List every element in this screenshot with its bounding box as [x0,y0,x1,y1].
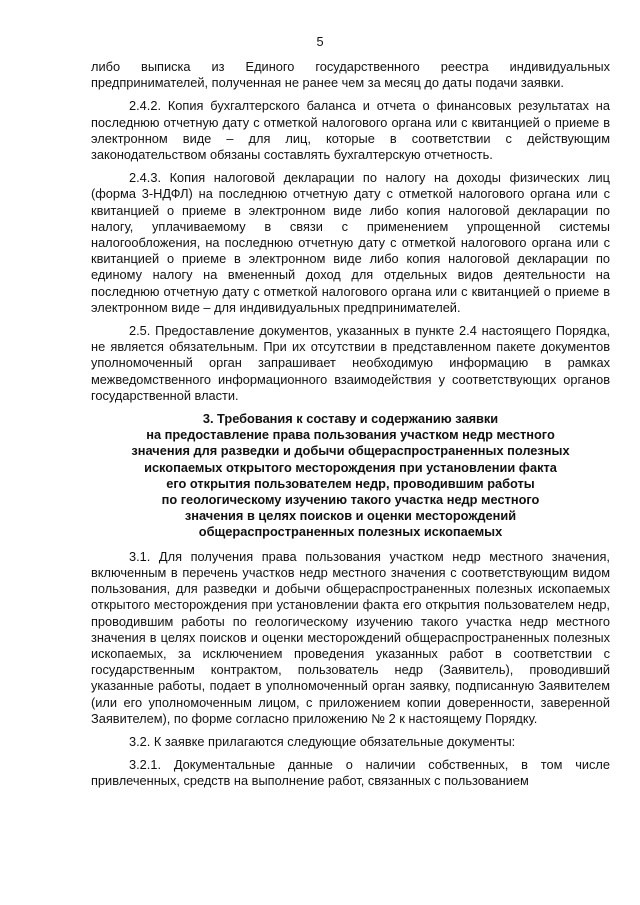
paragraph-3-2-1: 3.2.1. Документальные данные о наличии собственных, в том числе привлеченных, средств на выполнение работ, связанных с пользованием [91,757,610,789]
document-body [91,59,610,797]
paragraph-3-1: 3.1. Для получения права пользования участком недр местного значения, включенным в перечень участков недр местного значения с соответствующим видом пользования, для разведки и добычи общераспространенных полезных ископаемых открытого месторождения при установлении факта его открытия пользователем недр, проводившим работы по геологическому изучению такого участка недр местного значения в целях поисков и оценки месторождений общераспространенных полезных ископаемых, за исключением проведения указанных работ в соответствии с государственным контрактом, пользователь недр (Заявитель), проводивший указанные работы, подает в уполномоченный орган заявку, подписанную Заявителем (или его уполномоченным лицом, с приложением копии доверенности, заверенной Заявителем), по форме согласно приложению № 2 к настоящему Порядку. [91,548,610,726]
paragraph-2-5: 2.5. Предоставление документов, указанных в пункте 2.4 настоящего Порядка, не является обязательным. При их отсутствии в представленном пакете документов уполномоченный орган запрашивает необходимую информацию в рамках межведомственного информационного взаимодействия у соответствующих органов государственной власти. [91,323,610,403]
paragraph-3-2: 3.2. К заявке прилагаются следующие обязательные документы: [129,733,516,749]
heading-line: ископаемых открытого месторождения при установлении факта [144,459,557,475]
heading-line: на предоставление права пользования участком недр местного [146,427,555,443]
heading-line: 3. Требования к составу и содержанию заявки [202,411,499,427]
heading-line: по геологическому изучению такого участка недр местного [161,492,540,508]
heading-line: его открытия пользователем недр, проводившим работы [166,475,535,491]
page-number: 5 [316,34,324,49]
paragraph-2-4-3: 2.4.3. Копия налоговой декларации по налогу на доходы физических лиц (форма 3-НДФЛ) на последнюю отчетную дату с отметкой налогового органа или с квитанцией о приеме в электронном виде либо копия налоговой декларации по налогу, уплачиваемому в связи с применением упрощенной системы налогообложения, на последнюю отчетную дату с отметкой налогового органа или с квитанцией о приеме в электронном виде либо копия налоговой декларации по единому налогу на вмененный доход для отдельных видов деятельности на последнюю отчетную дату с отметкой налогового органа или с квитанцией о приеме в электронном виде – для индивидуальных предпринимателей. [91,170,610,315]
paragraph-continuation: либо выписка из Единого государственного реестра индивидуальных предпринимателей, полученная не ранее чем за месяц до даты подачи заявки. [91,59,610,91]
heading-line: значения для разведки и добычи общераспространенных полезных [131,443,570,459]
heading-line: значения в целях поисков и оценки месторождений [184,508,517,524]
heading-line: общераспространенных полезных ископаемых [198,524,503,540]
paragraph-2-4-2: 2.4.2. Копия бухгалтерского баланса и отчета о финансовых результатах на последнюю отчетную дату с отметкой налогового органа или с квитанцией о приеме в электронном виде – для лиц, которые в соответствии с действующим законодательством обязаны составлять бухгалтерскую отчетность. [91,98,610,163]
section-3-heading [91,411,610,541]
